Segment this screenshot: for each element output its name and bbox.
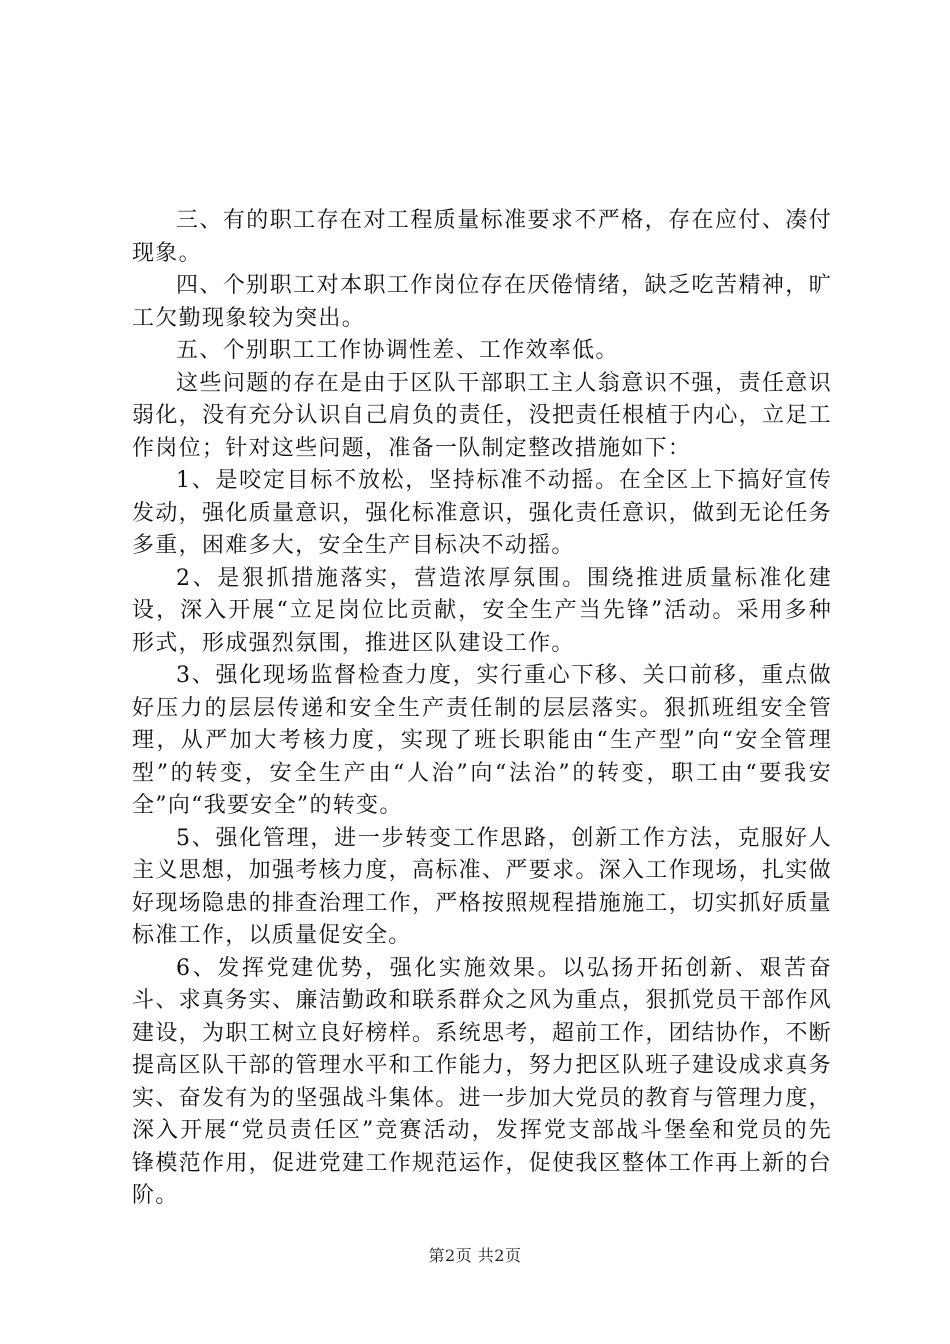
paragraph-item-4-issue: 四、个别职工对本职工作岗位存在厌倦情绪，缺乏吃苦精神，旷工欠勤现象较为突出。 bbox=[132, 273, 832, 331]
paragraph-measure-5: 5、强化管理，进一步转变工作思路，创新工作方法，克服好人主义思想，加强考核力度，高标准、严要求。深入工作现场，扎实做好现场隐患的排查治理工作，严格按照规程措施施工，切实抓好质量标准工作，以质量促安全。 bbox=[132, 825, 832, 948]
paragraph-measure-2: 2、是狠抓措施落实，营造浓厚氛围。围绕推进质量标准化建设，深入开展“立足岗位比贡献，安全生产当先锋”活动。采用多种形式，形成强烈氛围，推进区队建设工作。 bbox=[132, 565, 832, 656]
paragraph-item-3-issue: 三、有的职工存在对工程质量标准要求不严格，存在应付、凑付现象。 bbox=[132, 208, 832, 266]
paragraph-measure-6: 6、发挥党建优势，强化实施效果。以弘扬开拓创新、艰苦奋斗、求真务实、廉洁勤政和联系群众之风为重点，狠抓党员干部作风建设，为职工树立良好榜样。系统思考，超前工作，团结协作，不断提高区队干部的管理水平和工作能力，努力把区队班子建设成求真务实、奋发有为的坚强战斗集体。进一步加大党员的教育与管理力度，深入开展“党员责任区”竞赛活动，发挥党支部战斗堡垒和党员的先锋模范作用，促进党建工作规范运作，促使我区整体工作再上新的台阶。 bbox=[132, 955, 832, 1208]
page-footer: 第2页 共2页 bbox=[428, 1246, 522, 1265]
paragraph-item-5-issue: 五、个别职工工作协调性差、工作效率低。 bbox=[176, 338, 619, 363]
paragraph-measure-1: 1、是咬定目标不放松，坚持标准不动摇。在全区上下搞好宣传发动，强化质量意识，强化标准意识，强化责任意识，做到无论任务多重，困难多大，安全生产目标决不动摇。 bbox=[132, 468, 832, 558]
paragraph-measure-3: 3、强化现场监督检查力度，实行重心下移、关口前移，重点做好压力的层层传递和安全生产责任制的层层落实。狠抓班组安全管理，从严加大考核力度，实现了班长职能由“生产型”向“安全管理型”的转变，安全生产由“人治”向“法治”的转变，职工由“要我安全”向“我要安全”的转变。 bbox=[132, 663, 832, 818]
paragraph-cause-analysis: 这些问题的存在是由于区队干部职工主人翁意识不强，责任意识弱化，没有充分认识自己肩负的责任，没把责任根植于内心，立足工作岗位；针对这些问题，准备一队制定整改措施如下： bbox=[132, 370, 832, 461]
document-body bbox=[132, 205, 832, 1213]
